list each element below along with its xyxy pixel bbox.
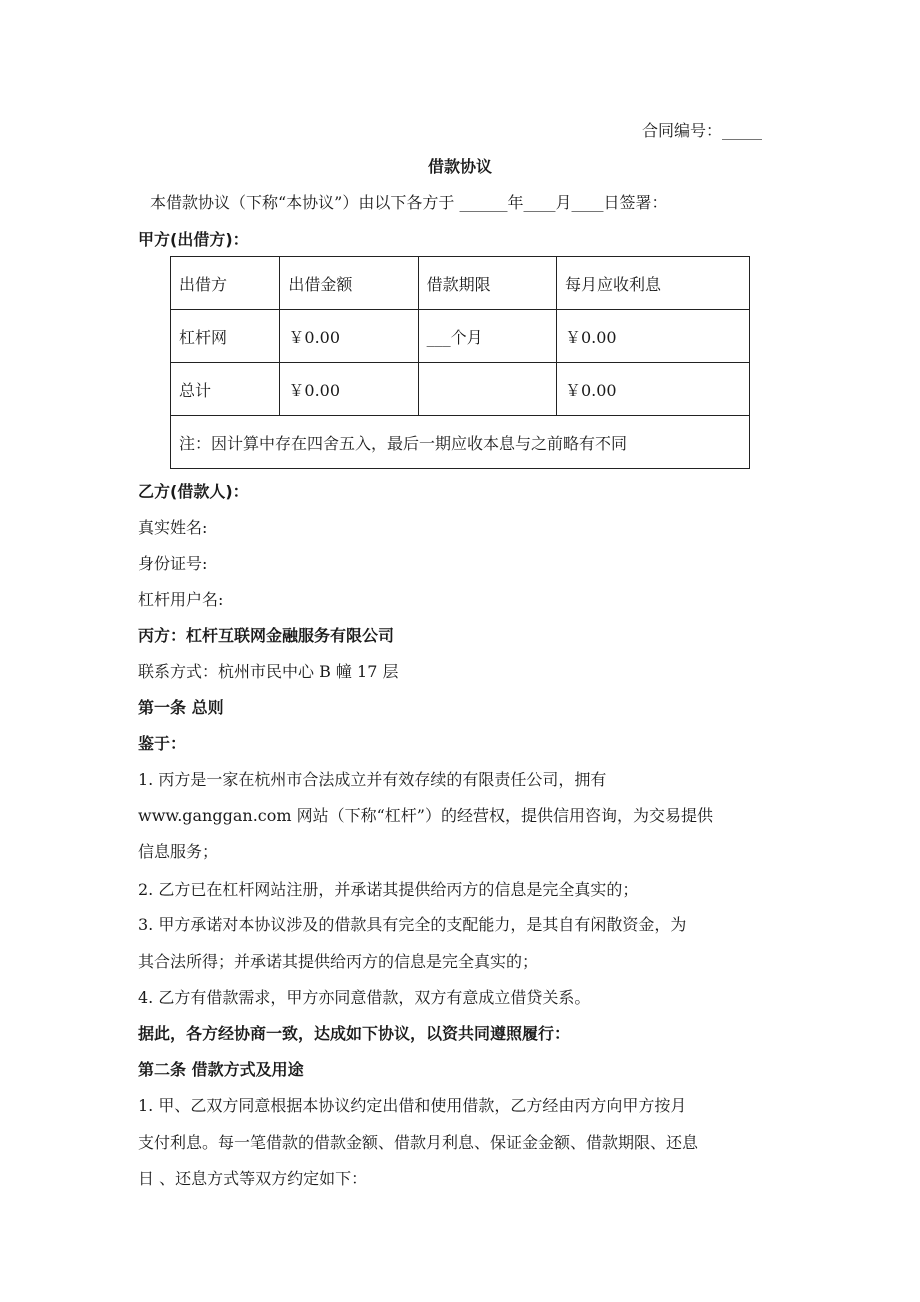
table-cell: ￥0.00	[280, 363, 418, 416]
table-note-row	[171, 416, 750, 469]
article1-line: www.ganggan.com 网站（下称“杠杆”）的经营权，提供信用咨询，为交易提供	[138, 806, 713, 825]
article1-line: 其合法所得；并承诺其提供给丙方的信息是完全真实的；	[138, 952, 539, 971]
table-header-cell: 每月应收利息	[556, 257, 749, 310]
party-a-heading: 甲方(出借方)：	[138, 230, 249, 249]
table-header-row	[171, 257, 750, 310]
table-cell: 总计	[171, 363, 280, 416]
table-cell: ___个月	[418, 310, 556, 363]
table-header-cell: 出借金额	[280, 257, 418, 310]
article1-conclusion: 据此，各方经协商一致，达成如下协议，以资共同遵照履行：	[138, 1024, 571, 1043]
party-c-heading: 丙方：杠杆互联网金融服务有限公司	[138, 626, 395, 645]
table-header-cell: 借款期限	[418, 257, 556, 310]
table-header-cell: 出借方	[171, 257, 280, 310]
table-cell	[418, 363, 556, 416]
field-real-name: 真实姓名:	[138, 518, 208, 537]
table-row	[171, 363, 750, 416]
field-id-number: 身份证号:	[138, 554, 208, 573]
contract-number: 合同编号：_____	[642, 121, 763, 140]
whereas-heading: 鉴于：	[138, 734, 187, 753]
table-cell: 杠杆网	[171, 310, 280, 363]
article1-line: 3. 甲方承诺对本协议涉及的借款具有完全的支配能力，是其自有闲散资金，为	[138, 915, 687, 934]
article1-line: 2. 乙方已在杠杆网站注册，并承诺其提供给丙方的信息是完全真实的；	[138, 880, 639, 899]
table-cell: ￥0.00	[280, 310, 418, 363]
table-note: 注：因计算中存在四舍五入，最后一期应收本息与之前略有不同	[171, 416, 750, 469]
table-row	[171, 310, 750, 363]
party-c-contact: 联系方式：杭州市民中心 B 幢 17 层	[138, 662, 399, 681]
field-username: 杠杆用户名:	[138, 590, 224, 609]
article1-line: 4. 乙方有借款需求，甲方亦同意借款，双方有意成立借贷关系。	[138, 988, 591, 1007]
article1-line: 信息服务；	[138, 842, 219, 861]
article2-line: 1. 甲、乙双方同意根据本协议约定出借和使用借款，乙方经由丙方向甲方按月	[138, 1096, 687, 1115]
article1-heading: 第一条 总则	[138, 698, 224, 717]
article2-line: 支付利息。每一笔借款的借款金额、借款月利息、保证金金额、借款期限、还息	[138, 1133, 699, 1152]
table-cell: ￥0.00	[556, 363, 749, 416]
table-cell: ￥0.00	[556, 310, 749, 363]
intro-paragraph: 本借款协议（下称“本协议”）由以下各方于 ______年____月____日签署：	[150, 193, 668, 212]
lender-table	[170, 256, 750, 469]
party-b-heading: 乙方(借款人)：	[138, 482, 249, 501]
article2-heading: 第二条 借款方式及用途	[138, 1060, 304, 1079]
document-title: 借款协议	[427, 157, 492, 176]
article2-line: 日 、还息方式等双方约定如下：	[138, 1169, 368, 1188]
article1-line: 1. 丙方是一家在杭州市合法成立并有效存续的有限责任公司，拥有	[138, 770, 607, 789]
